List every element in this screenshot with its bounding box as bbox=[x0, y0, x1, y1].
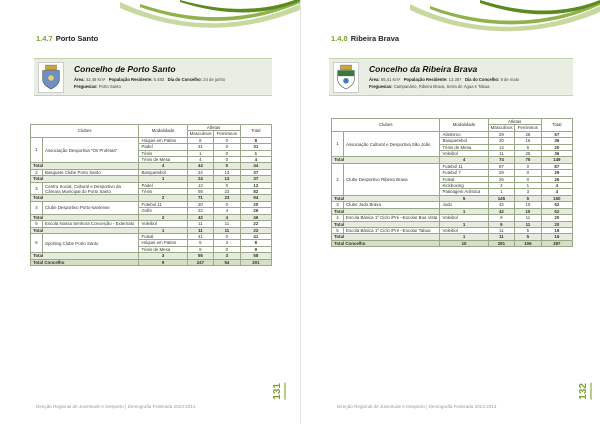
page-right bbox=[300, 0, 600, 424]
male-cell: 20 bbox=[187, 201, 214, 207]
club-name: Clube Judo Brava bbox=[344, 202, 440, 208]
total-cell: 4 bbox=[541, 189, 572, 195]
header-femininos: Femininos bbox=[214, 131, 241, 137]
subtotal-row: Total 1 9 11 20 bbox=[332, 221, 573, 227]
club-name: Associação Cultural e Desportiva São João bbox=[344, 131, 440, 157]
section-heading bbox=[36, 34, 98, 43]
modality-cell: Kickboxing bbox=[440, 183, 488, 189]
female-cell: 0 bbox=[214, 182, 241, 188]
male-cell: 14 bbox=[488, 144, 515, 150]
modality-cell: Voleibol bbox=[440, 151, 488, 157]
club-number: 3 bbox=[332, 202, 344, 208]
female-cell: 16 bbox=[515, 138, 542, 144]
total-cell: 20 bbox=[240, 201, 271, 207]
male-cell: 3 bbox=[488, 183, 515, 189]
subtotal-label: Total bbox=[332, 234, 440, 240]
female-cell: 0 bbox=[214, 150, 241, 156]
female-cell: 11 bbox=[214, 221, 241, 227]
grand-total-label: Total Concelho bbox=[31, 259, 139, 265]
male-cell: 1 bbox=[488, 189, 515, 195]
total-cell: 36 bbox=[541, 151, 572, 157]
coat-of-arms-icon bbox=[38, 62, 64, 93]
modality-cell: Voleibol bbox=[440, 227, 488, 233]
page-footer: Direção Regional de Juventude e Desporto | Demografia Federada 2013-2014 bbox=[36, 404, 196, 409]
total-cell: 12 bbox=[240, 182, 271, 188]
modality-cell: Voleibol bbox=[440, 215, 488, 221]
male-cell: 9 bbox=[187, 246, 214, 252]
total-cell: 4 bbox=[240, 157, 271, 163]
header-modalidade: Modalidade bbox=[139, 125, 187, 138]
subtotal-label: Total bbox=[31, 195, 139, 201]
header-masculinos: Masculinos bbox=[187, 131, 214, 137]
club-number: 3 bbox=[31, 182, 43, 195]
female-cell: 0 bbox=[214, 246, 241, 252]
male-cell: 24 bbox=[187, 169, 214, 175]
subtotal-row: Total 4 74 75 149 bbox=[332, 157, 573, 163]
male-cell: 8 bbox=[187, 137, 214, 143]
female-cell: 1 bbox=[515, 183, 542, 189]
header-total: Total bbox=[541, 119, 572, 132]
subtotal-row: Total 1 42 10 52 bbox=[332, 208, 573, 214]
section-title: Porto Santo bbox=[55, 34, 99, 43]
subtotal-row: Total 1 24 13 37 bbox=[31, 176, 272, 182]
modality-cell: Hóquei em Patins bbox=[139, 137, 187, 143]
club-name: Sporting Clube Porto Santo bbox=[43, 233, 139, 252]
subtotal-label: Total bbox=[31, 227, 139, 233]
total-cell: 26 bbox=[541, 176, 572, 182]
subtotal-row: Total 3 55 3 58 bbox=[31, 253, 272, 259]
female-cell: 0 bbox=[214, 137, 241, 143]
modality-cell: Futsal bbox=[139, 233, 187, 239]
female-cell: 11 bbox=[515, 215, 542, 221]
club-number: 2 bbox=[31, 169, 43, 175]
male-cell: 22 bbox=[187, 208, 214, 214]
grand-total-row: Total Concelho 10 281 106 387 bbox=[332, 240, 573, 246]
coat-of-arms-icon bbox=[333, 62, 359, 93]
total-cell: 8 bbox=[240, 240, 271, 246]
modality-cell: Padel bbox=[139, 182, 187, 188]
club-number: 4 bbox=[31, 201, 43, 214]
header-modalidade: Modalidade bbox=[440, 119, 488, 132]
decorative-swoosh bbox=[120, 0, 300, 40]
club-number: 6 bbox=[31, 233, 43, 252]
decorative-swoosh bbox=[410, 0, 600, 44]
male-cell: 42 bbox=[488, 202, 515, 208]
club-name: Centro Social, Cultural e Desportivo da Câmara Municipal do Porto Santo bbox=[43, 182, 139, 195]
total-cell: 9 bbox=[240, 246, 271, 252]
municipality-banner bbox=[329, 58, 573, 96]
female-cell: 0 bbox=[214, 144, 241, 150]
club-number: 5 bbox=[332, 227, 344, 233]
subtotal-row: Total 4 44 0 44 bbox=[31, 163, 272, 169]
male-cell: 87 bbox=[488, 163, 515, 169]
municipality-info: Área: 42,48 Km² População Residente: 5.483 Dia do Concelho: 24 de junho Freguesias: Porto Santo bbox=[74, 77, 226, 89]
total-cell: 26 bbox=[240, 208, 271, 214]
modality-cell: Futebol 11 bbox=[440, 163, 488, 169]
total-cell: 36 bbox=[541, 138, 572, 144]
female-cell: 10 bbox=[515, 202, 542, 208]
page-number: 132 bbox=[578, 383, 592, 400]
total-cell: 20 bbox=[541, 144, 572, 150]
section-title: Ribeira Brava bbox=[350, 34, 400, 43]
female-cell: 13 bbox=[214, 169, 241, 175]
modality-cell: Ténis de Mesa bbox=[139, 157, 187, 163]
male-cell: 9 bbox=[488, 215, 515, 221]
subtotal-label: Total bbox=[31, 253, 139, 259]
total-cell: 4 bbox=[541, 183, 572, 189]
total-cell: 20 bbox=[541, 215, 572, 221]
modality-cell: Patinagem Artística bbox=[440, 189, 488, 195]
male-cell: 31 bbox=[187, 144, 214, 150]
subtotal-row: Total 5 145 5 150 bbox=[332, 195, 573, 201]
section-number: 1.4.8 bbox=[331, 34, 348, 43]
club-name: Escola Nossa Senhora Conceição - Externato bbox=[43, 221, 139, 227]
subtotal-label: Total bbox=[332, 208, 440, 214]
modality-cell: Hóquei em Patins bbox=[139, 240, 187, 246]
club-name: Clube Desportivo Ribeira Brava bbox=[344, 163, 440, 195]
subtotal-label: Total bbox=[31, 176, 139, 182]
club-number: 4 bbox=[332, 215, 344, 221]
section-heading bbox=[331, 34, 399, 43]
header-atletas: Atletas bbox=[187, 125, 240, 131]
female-cell: 0 bbox=[515, 163, 542, 169]
grand-total-label: Total Concelho bbox=[332, 240, 440, 246]
female-cell: 0 bbox=[515, 170, 542, 176]
female-cell: 28 bbox=[515, 131, 542, 137]
total-cell: 8 bbox=[240, 137, 271, 143]
subtotal-label: Total bbox=[332, 195, 440, 201]
total-cell: 16 bbox=[541, 227, 572, 233]
header-femininos: Femininos bbox=[515, 125, 542, 131]
subtotal-row: Total 2 71 23 94 bbox=[31, 195, 272, 201]
female-cell: 0 bbox=[214, 157, 241, 163]
section-number: 1.4.7 bbox=[36, 34, 53, 43]
male-cell: 12 bbox=[187, 182, 214, 188]
modality-cell: Ténis bbox=[139, 150, 187, 156]
club-name: Clube Desportivo Porto-santense bbox=[43, 201, 139, 214]
subtotal-row: Total 1 11 5 16 bbox=[332, 234, 573, 240]
female-cell: 0 bbox=[515, 176, 542, 182]
header-atletas: Atletas bbox=[488, 119, 541, 125]
male-cell: 20 bbox=[488, 138, 515, 144]
male-cell: 41 bbox=[187, 233, 214, 239]
subtotal-label: Total bbox=[332, 157, 440, 163]
male-cell: 29 bbox=[488, 131, 515, 137]
male-cell: 26 bbox=[488, 176, 515, 182]
subtotal-row: Total 2 42 4 46 bbox=[31, 214, 272, 220]
total-cell: 31 bbox=[240, 144, 271, 150]
total-cell: 22 bbox=[240, 221, 271, 227]
male-cell: 11 bbox=[187, 221, 214, 227]
page-number: 131 bbox=[272, 383, 286, 400]
header-total: Total bbox=[240, 125, 271, 138]
municipality-info: Área: 65,41 Km² População Residente: 13.367 Dia do Concelho: 6 de maio Freguesias: Campanário, Ribeira Brava, Serra de Água e Tabua bbox=[369, 77, 519, 89]
subtotal-row: Total 1 11 11 22 bbox=[31, 227, 272, 233]
female-cell: 5 bbox=[515, 227, 542, 233]
modality-cell: Futebol 11 bbox=[139, 201, 187, 207]
club-number: 1 bbox=[31, 137, 43, 163]
clubs-table bbox=[30, 124, 272, 266]
club-name: Escola Básica 1º Ciclo /Pré –Escolar Tabua bbox=[344, 227, 440, 233]
modality-cell: Judo bbox=[440, 202, 488, 208]
male-cell: 4 bbox=[187, 157, 214, 163]
club-name: Associação Desportiva "Os Profetas" bbox=[43, 137, 139, 163]
total-cell: 41 bbox=[240, 233, 271, 239]
club-number: 1 bbox=[332, 131, 344, 157]
female-cell: 6 bbox=[515, 144, 542, 150]
total-cell: 37 bbox=[240, 169, 271, 175]
modality-cell: Basquetebol bbox=[440, 138, 488, 144]
male-cell: 5 bbox=[187, 240, 214, 246]
female-cell: 3 bbox=[515, 189, 542, 195]
modality-cell: Basquetebol bbox=[139, 169, 187, 175]
modality-cell: Ténis de Mesa bbox=[139, 246, 187, 252]
total-cell: 1 bbox=[240, 150, 271, 156]
municipality-banner bbox=[34, 58, 272, 96]
total-cell: 82 bbox=[240, 189, 271, 195]
municipality-title: Concelho da Ribeira Brava bbox=[369, 64, 478, 74]
modality-cell: Ténis bbox=[139, 189, 187, 195]
modality-cell: Futebol 7 bbox=[440, 170, 488, 176]
clubs-table bbox=[331, 118, 573, 247]
female-cell: 0 bbox=[214, 201, 241, 207]
female-cell: 0 bbox=[214, 233, 241, 239]
male-cell: 29 bbox=[488, 170, 515, 176]
modality-cell: Atletismo bbox=[440, 131, 488, 137]
subtotal-label: Total bbox=[31, 214, 139, 220]
female-cell: 3 bbox=[214, 240, 241, 246]
club-number: 5 bbox=[31, 221, 43, 227]
female-cell: 4 bbox=[214, 208, 241, 214]
male-cell: 59 bbox=[187, 189, 214, 195]
modality-cell: Voleibol bbox=[139, 221, 187, 227]
modality-cell: Ténis de Mesa bbox=[440, 144, 488, 150]
male-cell: 11 bbox=[488, 151, 515, 157]
female-cell: 23 bbox=[214, 189, 241, 195]
male-cell: 11 bbox=[488, 227, 515, 233]
modality-cell: Padel bbox=[139, 144, 187, 150]
total-cell: 87 bbox=[541, 163, 572, 169]
subtotal-label: Total bbox=[31, 163, 139, 169]
club-name: Basquete Clube Porto Santo bbox=[43, 169, 139, 175]
total-cell: 29 bbox=[541, 170, 572, 176]
municipality-title: Concelho de Porto Santo bbox=[74, 64, 176, 74]
subtotal-label: Total bbox=[332, 221, 440, 227]
total-cell: 52 bbox=[541, 202, 572, 208]
header-masculinos: Masculinos bbox=[488, 125, 515, 131]
page-footer: Direção Regional de Juventude e Desporto | Demografia Federada 2013-2014 bbox=[337, 404, 497, 409]
male-cell: 1 bbox=[187, 150, 214, 156]
club-number: 2 bbox=[332, 163, 344, 195]
header-clubes: Clubes bbox=[31, 125, 139, 138]
total-cell: 57 bbox=[541, 131, 572, 137]
female-cell: 25 bbox=[515, 151, 542, 157]
grand-total-row: Total Concelho 9 247 54 301 bbox=[31, 259, 272, 265]
modality-cell: Futsal bbox=[440, 176, 488, 182]
modality-cell: Golfe bbox=[139, 208, 187, 214]
header-clubes: Clubes bbox=[332, 119, 440, 132]
club-name: Escola Básica 1º Ciclo /Pré –Escolar Boa Vista bbox=[344, 215, 440, 221]
